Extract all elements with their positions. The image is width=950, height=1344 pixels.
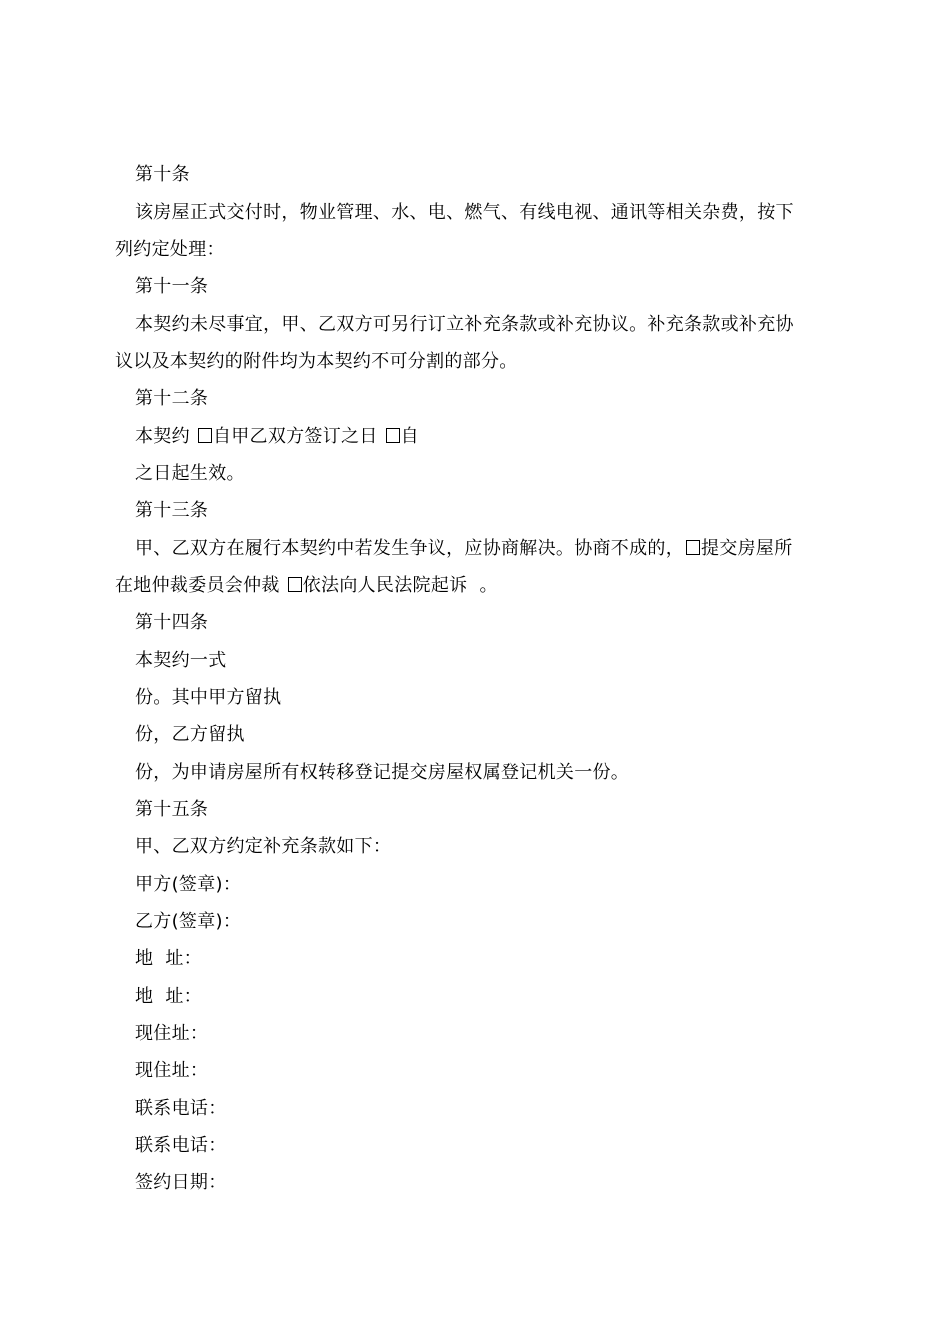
article-14-copies: 本契约一式 [135,650,227,671]
article-13-end: 。 [479,575,498,596]
article-13-body-cont [115,574,498,598]
option-arbitration-label-cont: 在地仲裁委员会仲裁 [115,575,280,596]
party-b-phone-label: 联系电话： [135,1135,227,1156]
article-14-registry-copy: 份，为申请房屋所有权转移登记提交房屋权属登记机关一份。 [135,762,630,783]
article-12-prefix: 本契约 [135,426,190,447]
checkbox-arbitration[interactable] [686,540,700,555]
party-a-address-label: 地 址： [135,948,202,969]
party-a-residence-label: 现住址： [135,1023,209,1044]
article-11-body: 本契约未尽事宜，甲、乙双方可另行订立补充条款或补充协议。补充条款或补充协 [135,314,794,335]
article-10-body-cont: 列约定处理： [115,239,225,260]
party-a-phone-label: 联系电话： [135,1098,227,1119]
article-14-party-a-copies: 份。其中甲方留执 [135,687,282,708]
party-b-address-label: 地 址： [135,986,202,1007]
article-10-title: 第十条 [135,164,190,185]
option-custom-date-label: 自 [400,426,419,447]
article-14-title: 第十四条 [135,612,209,633]
party-a-signature-label: 甲方(签章)： [135,874,242,895]
article-15-body: 甲、乙双方约定补充条款如下： [135,836,392,857]
article-10-body: 该房屋正式交付时，物业管理、水、电、燃气、有线电视、通讯等相关杂费，按下 [135,202,794,223]
article-11-body-cont: 议以及本契约的附件均为本契约不可分割的部分。 [115,351,518,372]
signing-date-label: 签约日期： [135,1172,227,1193]
option-court-label: 依法向人民法院起诉 [302,575,468,596]
article-12-body [135,425,419,449]
article-12-title: 第十二条 [135,388,209,409]
article-13-body [135,537,793,561]
party-b-residence-label: 现住址： [135,1060,209,1081]
article-12-body-cont: 之日起生效。 [135,463,245,484]
checkbox-signing-date[interactable] [198,428,212,443]
option-arbitration-label: 提交房屋所 [701,538,793,559]
article-15-title: 第十五条 [135,799,209,820]
article-13-title: 第十三条 [135,500,209,521]
article-11-title: 第十一条 [135,276,209,297]
article-13-prefix: 甲、乙双方在履行本契约中若发生争议，应协商解决。协商不成的， [135,538,684,559]
checkbox-court[interactable] [288,577,302,592]
option-signing-date-label: 自甲乙双方签订之日 [212,426,378,447]
party-b-signature-label: 乙方(签章)： [135,911,242,932]
checkbox-custom-date[interactable] [386,428,400,443]
article-14-party-b-copies: 份，乙方留执 [135,724,245,745]
